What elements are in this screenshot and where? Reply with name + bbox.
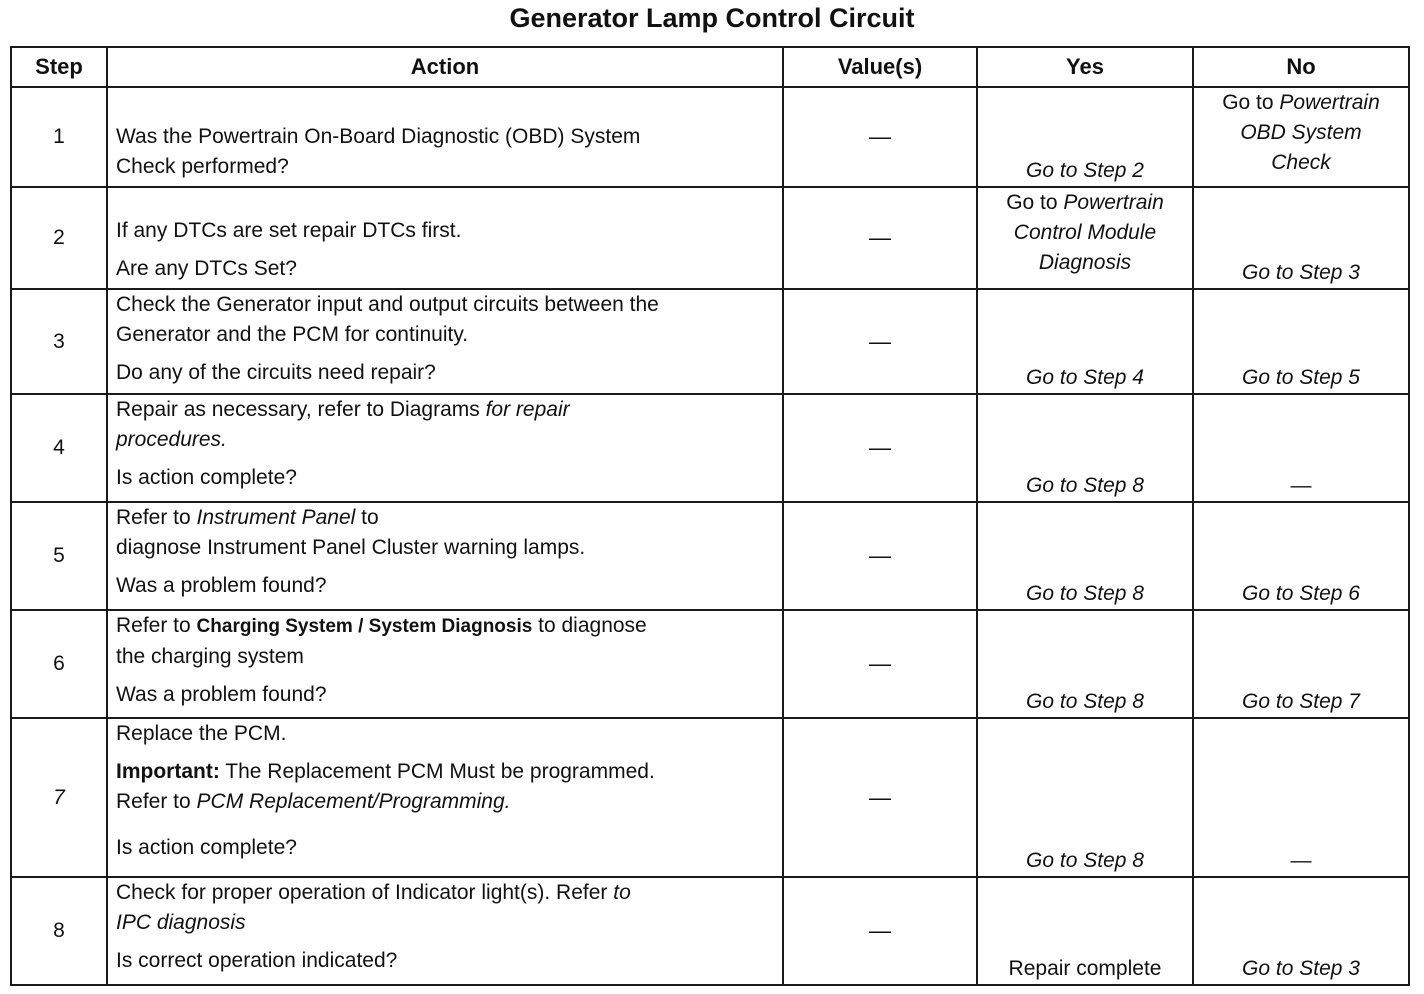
no-cell: Go to Step 7	[1193, 610, 1409, 718]
action-cell	[107, 718, 783, 876]
action-text: If any DTCs are set repair DTCs first.	[116, 219, 462, 243]
header-step: Step	[11, 47, 107, 87]
no-cell: Go to Step 3	[1193, 877, 1409, 985]
value-cell: —	[783, 87, 977, 187]
header-no: No	[1193, 47, 1409, 87]
yes-cell: Go to Step 8	[977, 502, 1193, 610]
action-cell	[107, 289, 783, 393]
step-number: 2	[11, 187, 107, 289]
no-cell: Go to Step 5	[1193, 289, 1409, 393]
table-row	[11, 502, 1409, 610]
yes-cell: Go to Step 2	[977, 87, 1193, 187]
action-cell	[107, 877, 783, 985]
action-text: Is correct operation indicated?	[116, 948, 398, 972]
action-text: Repair as necessary, refer to Diagrams for repair	[116, 397, 570, 421]
table-row	[11, 187, 1409, 289]
action-text: Refer to PCM Replacement/Programming.	[116, 790, 511, 814]
yes-cell: Go to Step 8	[977, 610, 1193, 718]
value-cell: —	[783, 502, 977, 610]
action-text: Refer to Instrument Panel to	[116, 505, 379, 529]
header-values: Value(s)	[783, 47, 977, 87]
action-text: Was a problem found?	[116, 683, 327, 707]
no-cell: Go to Step 3	[1193, 187, 1409, 289]
step-number: 4	[11, 394, 107, 502]
value-cell: —	[783, 394, 977, 502]
action-text: Refer to Charging System / System Diagnosis to diagnose	[116, 614, 647, 638]
action-text: Check for proper operation of Indicator light(s). Refer to	[116, 880, 631, 904]
action-text: procedures.	[116, 427, 227, 451]
table-row	[11, 289, 1409, 393]
action-text: Was a problem found?	[116, 573, 327, 597]
table-row	[11, 718, 1409, 876]
step-number: 5	[11, 502, 107, 610]
action-text: IPC diagnosis	[116, 910, 246, 934]
value-cell: —	[783, 289, 977, 393]
no-cell: Go to Powertrain OBD System Check	[1193, 87, 1409, 187]
action-text: Are any DTCs Set?	[116, 257, 297, 281]
step-number: 1	[11, 87, 107, 187]
yes-cell: Repair complete	[977, 877, 1193, 985]
step-number: 8	[11, 877, 107, 985]
action-text: Check performed?	[116, 155, 289, 179]
action-text: Important: The Replacement PCM Must be programmed.	[116, 760, 655, 784]
action-cell	[107, 502, 783, 610]
no-cell: Go to Step 6	[1193, 502, 1409, 610]
action-text: Do any of the circuits need repair?	[116, 361, 436, 385]
action-text: diagnose Instrument Panel Cluster warning lamps.	[116, 535, 586, 559]
value-cell: —	[783, 877, 977, 985]
value-cell: —	[783, 187, 977, 289]
header-yes: Yes	[977, 47, 1193, 87]
table-row	[11, 610, 1409, 718]
step-number: 6	[11, 610, 107, 718]
yes-cell: Go to Step 8	[977, 394, 1193, 502]
action-text: Replace the PCM.	[116, 722, 287, 746]
table-row	[11, 394, 1409, 502]
action-text: Generator and the PCM for continuity.	[116, 323, 469, 347]
diagnostic-table	[10, 46, 1410, 986]
action-cell	[107, 87, 783, 187]
action-cell	[107, 394, 783, 502]
yes-cell: Go to Powertrain Control Module Diagnosis	[977, 187, 1193, 289]
step-number: 3	[11, 289, 107, 393]
value-cell: —	[783, 610, 977, 718]
action-cell	[107, 187, 783, 289]
table-row	[11, 877, 1409, 985]
yes-cell: Go to Step 8	[977, 718, 1193, 876]
action-text: Check the Generator input and output circuits between the	[116, 293, 659, 317]
action-text: Is action complete?	[116, 465, 297, 489]
action-text: the charging system	[116, 645, 304, 669]
table-header-row	[11, 47, 1409, 87]
page-title: Generator Lamp Control Circuit	[509, 3, 915, 33]
step-number: 7	[11, 718, 107, 876]
no-cell: —	[1193, 718, 1409, 876]
value-cell: —	[783, 718, 977, 876]
header-action: Action	[107, 47, 783, 87]
action-text: Is action complete?	[116, 836, 297, 860]
yes-cell: Go to Step 4	[977, 289, 1193, 393]
table-row	[11, 87, 1409, 187]
no-cell: —	[1193, 394, 1409, 502]
action-text: Was the Powertrain On-Board Diagnostic (OBD) System	[116, 125, 641, 149]
action-cell	[107, 610, 783, 718]
